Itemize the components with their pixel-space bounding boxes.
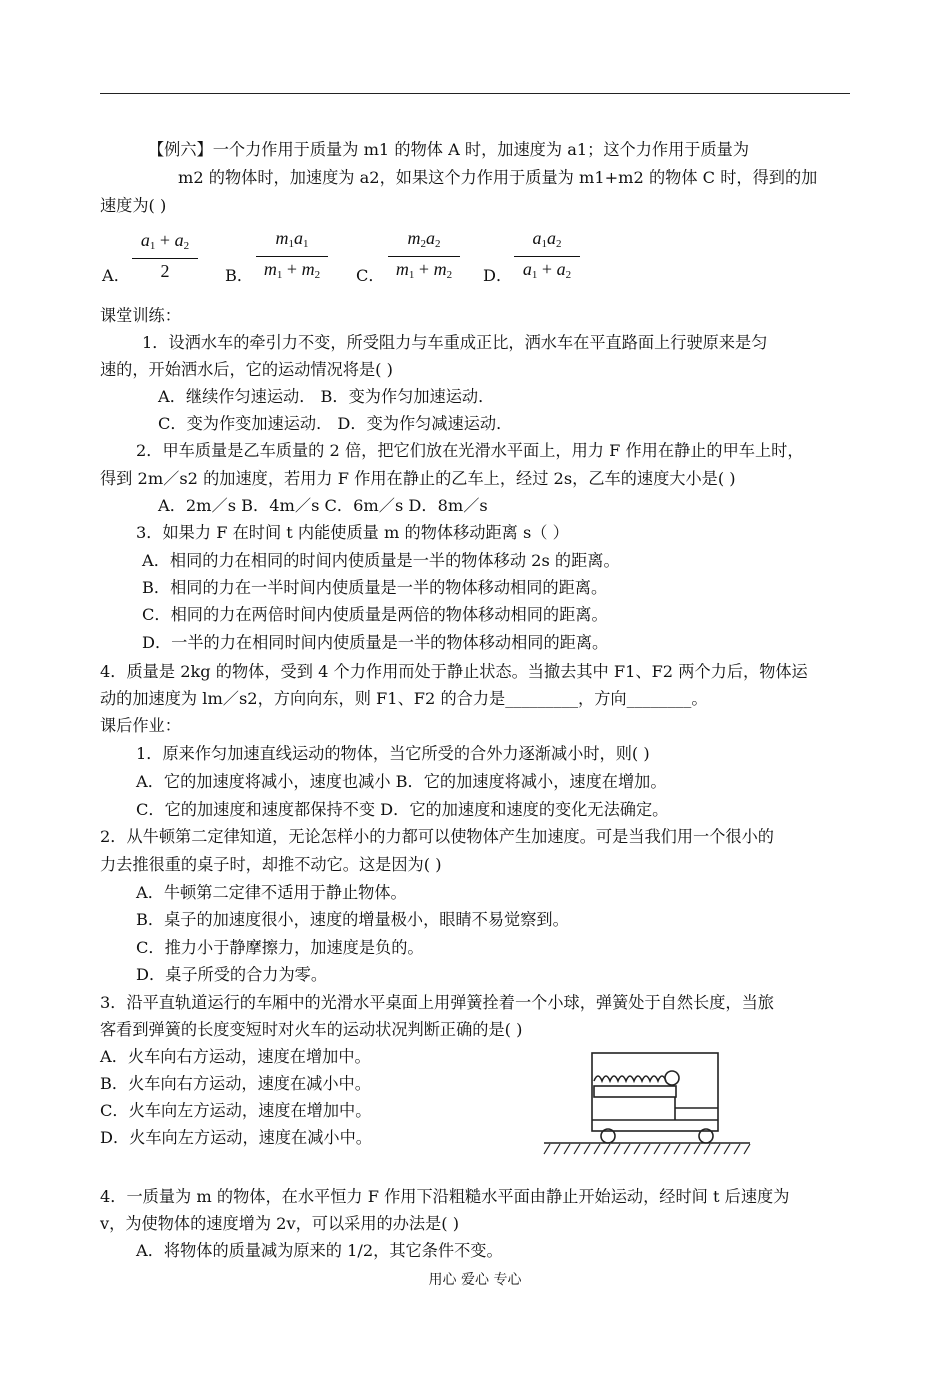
homework-q1-options-cd: C．它的加速度和速度都保持不变 D．它的加速度和速度的变化无法确定。: [136, 800, 669, 819]
example6-option-b-fraction: $m_1a_1$ $m_1 + m_2$: [256, 227, 328, 286]
example6-option-a-fraction: $a_1 + a_2$ 2: [132, 229, 198, 282]
homework-q2-option-c: C．推力小于静摩擦力，加速度是负的。: [136, 938, 424, 957]
header-rule: [100, 93, 850, 94]
ball: [665, 1071, 679, 1085]
example6-line1: 【例六】一个力作用于质量为 m1 的物体 A 时，加速度为 a1；这个力作用于质量为: [148, 140, 750, 159]
homework-q4-line2: v，为使物体的速度增为 2v，可以采用的办法是( ): [100, 1214, 460, 1233]
homework-q1-options-ab: A．它的加速度将减小，速度也减小 B．它的加速度将减小，速度在增加。: [136, 772, 667, 791]
page-footer: 用心 爱心 专心: [428, 1272, 522, 1288]
homework-q3-option-d: D．火车向左方运动，速度在减小中。: [100, 1128, 372, 1147]
classroom-heading: 课堂训练：: [100, 306, 181, 325]
classroom-q1-line1: 1．设洒水车的牵引力不变，所受阻力与车重成正比，洒水车在平直路面上行驶原来是匀: [142, 333, 768, 352]
homework-heading: 课后作业：: [100, 716, 181, 735]
homework-q3-option-c: C．火车向左方运动，速度在增加中。: [100, 1101, 372, 1120]
classroom-q3-option-c: C．相同的力在两倍时间内使质量是两倍的物体移动相同的距离。: [142, 605, 608, 624]
classroom-q2-options: A．2m／s B．4m／s C．6m／s D．8m／s: [158, 496, 488, 515]
classroom-q1-options-cd: C．变为作变加速运动． D．变为作匀减速运动．: [158, 414, 513, 433]
homework-q2-option-d: D．桌子所受的合力为零。: [136, 965, 328, 984]
homework-q3-line1: 3．沿平直轨道运行的车厢中的光滑水平桌面上用弹簧拴着一个小球，弹簧处于自然长度，当旅: [100, 993, 774, 1012]
classroom-q3-option-a: A．相同的力在相同的时间内使质量是一半的物体移动 2s 的距离。: [142, 551, 620, 570]
example6-line3: 速度为( ): [100, 196, 167, 215]
homework-q3-line2: 客看到弹簧的长度变短时对火车的运动状况判断正确的是( ): [100, 1020, 523, 1039]
example6-option-b-letter: B．: [225, 266, 254, 285]
example6-option-d-fraction: $a_1a_2$ $a_1 + a_2$: [514, 227, 580, 286]
homework-q2-option-b: B．桌子的加速度很小，速度的增量极小，眼睛不易觉察到。: [136, 910, 569, 929]
train-car-figure: [540, 1048, 755, 1160]
example6-option-a-letter: A．: [102, 266, 130, 285]
classroom-q2-line1: 2．甲车质量是乙车质量的 2 倍，把它们放在光滑水平面上，用力 F 作用在静止的甲车上时，: [136, 441, 804, 460]
example6-option-c-letter: C．: [356, 266, 385, 285]
classroom-q4-line2: 动的加速度为 lm／s2，方向向东，则 F1、F2 的合力是_________，方向________。: [100, 689, 708, 708]
spring: [594, 1076, 666, 1081]
homework-q4-option-a: A．将物体的质量减为原来的 1/2，其它条件不变。: [136, 1241, 503, 1260]
classroom-q3-option-b: B．相同的力在一半时间内使质量是一半的物体移动相同的距离。: [142, 578, 608, 597]
example6-line2: m2 的物体时，加速度为 a2，如果这个力作用于质量为 m1+m2 的物体 C 时，得到的加: [178, 168, 818, 187]
example6-option-d-letter: D．: [483, 266, 513, 285]
example6-option-c-fraction: $m_2a_2$ $m_1 + m_2$: [388, 227, 460, 286]
classroom-q4-line1: 4．质量是 2kg 的物体，受到 4 个力作用而处于静止状态。当撤去其中 F1、F2 两个力后，物体运: [100, 662, 808, 681]
classroom-q3-line1: 3．如果力 F 在时间 t 内能使质量 m 的物体移动距离 s（ ）: [136, 523, 569, 542]
homework-q3-option-b: B．火车向右方运动，速度在减小中。: [100, 1074, 371, 1093]
homework-q3-option-a: A．火车向右方运动，速度在增加中。: [100, 1047, 371, 1066]
ground-hatching: [544, 1144, 750, 1154]
classroom-q1-line2: 速的，开始洒水后，它的运动情况将是( ): [100, 360, 393, 379]
homework-q2-option-a: A．牛顿第二定律不适用于静止物体。: [136, 883, 407, 902]
homework-q2-line1: 2．从牛顿第二定律知道，无论怎样小的力都可以使物体产生加速度。可是当我们用一个很小的: [100, 827, 774, 846]
classroom-q3-option-d: D．一半的力在相同时间内使质量是一半的物体移动相同的距离。: [142, 633, 609, 652]
homework-q4-line1: 4．一质量为 m 的物体，在水平恒力 F 作用下沿粗糙水平面由静止开始运动，经时间 t 后速度为: [100, 1187, 790, 1206]
classroom-q1-options-ab: A．继续作匀速运动． B．变为作匀加速运动．: [158, 387, 495, 406]
classroom-q2-line2: 得到 2m／s2 的加速度，若用力 F 作用在静止的乙车上，经过 2s，乙车的速度大小是( ): [100, 469, 736, 488]
homework-q2-line2: 力去推很重的桌子时，却推不动它。这是因为( ): [100, 855, 442, 874]
table-top: [594, 1086, 676, 1097]
homework-q1-line1: 1．原来作匀加速直线运动的物体，当它所受的合外力逐渐减小时，则( ): [136, 744, 650, 763]
